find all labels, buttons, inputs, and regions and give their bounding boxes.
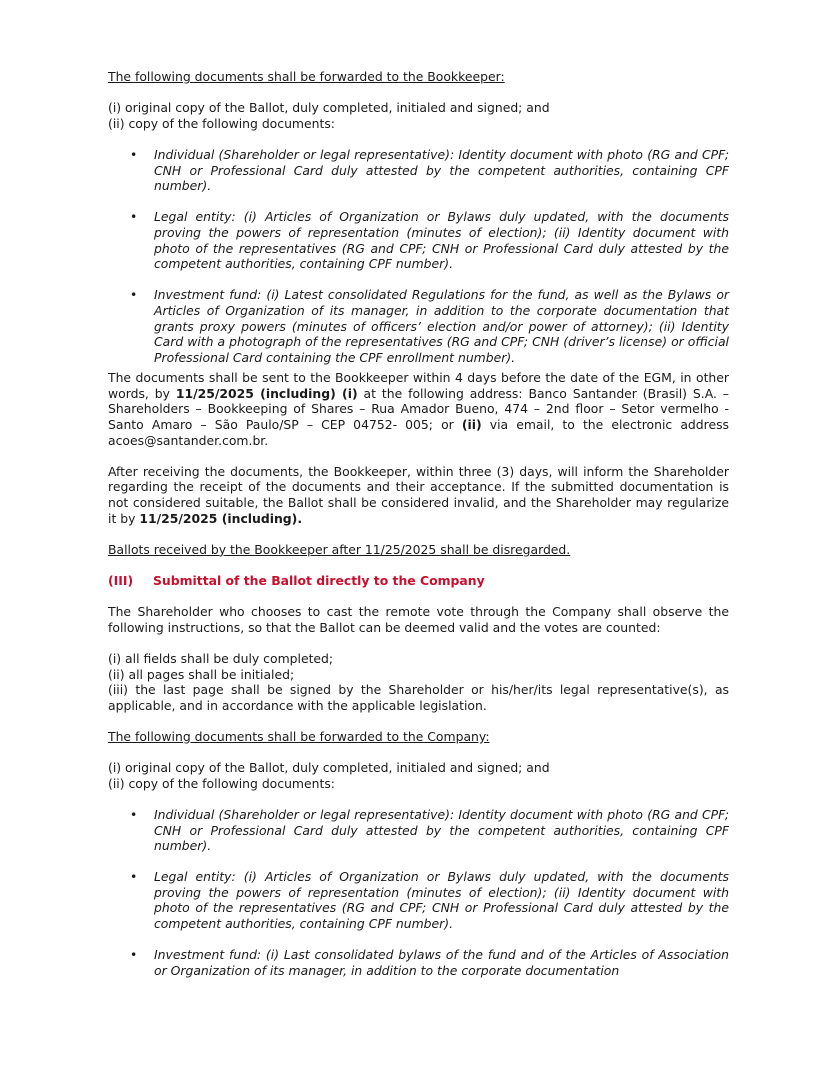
bookkeeper-docs-item-i: (i) original copy of the Ballot, duly completed, initialed and signed; and <box>108 100 550 116</box>
after-receiving-paragraph <box>108 464 729 526</box>
bookkeeper-docs-heading: The following documents shall be forwarded to the Bookkeeper: <box>108 69 505 84</box>
company-bullet-list <box>108 807 729 979</box>
instructions-list <box>108 651 729 713</box>
company-intro-paragraph: The Shareholder who chooses to cast the remote vote through the Company shall observe the following instructions, so that the Ballot can be deemed valid and the votes are counted: <box>108 604 729 635</box>
company-docs-item-i: (i) original copy of the Ballot, duly completed, initialed and signed; and <box>108 760 550 776</box>
send-text-2: at the following address: Banco Santander (Brasil) S.A. – Shareholders – Bookkeeping of Shares – Rua Amador Bueno, 474 – 2nd floor – Setor vermelho - Santo Amaro – São Paulo/SP – CEP 04752- 005; or <box>108 385 729 433</box>
company-docs-heading: The following documents shall be forwarded to the Company: <box>108 728 490 744</box>
bullet-individual: • Individual (Shareholder or legal representative): Identity document with photo (RG and CPF; CNH or Professional Card duly attested by the competent authorities, containing CPF number). <box>108 807 729 854</box>
after-text: After receiving the documents, the Bookkeeper, within three (3) days, will inform the Shareholder regarding the receipt of the documents and their acceptance. If the submitted documentation is not considered suitable, the Ballot shall be considered invalid, and the Shareholder may regularize it by <box>108 463 729 526</box>
bookkeeper-docs-list <box>108 100 729 131</box>
bullet-individual: • Individual (Shareholder or legal representative): Identity document with photo (RG and CPF; CNH or Professional Card duly attested by the competent authorities, containing CPF number). <box>108 147 729 194</box>
bookkeeper-docs-item-ii: (ii) copy of the following documents: <box>108 115 335 131</box>
section-number: (III) <box>108 573 134 588</box>
send-documents-paragraph <box>108 370 729 448</box>
disregarded-note: Ballots received by the Bookkeeper after 11/25/2025 shall be disregarded. <box>108 541 571 557</box>
instruction-ii: (ii) all pages shall be initialed; <box>108 666 295 682</box>
bookkeeper-bullet-list <box>108 147 729 365</box>
bullet-legal-entity: • Legal entity: (i) Articles of Organization or Bylaws duly updated, with the documents proving the powers of representation (minutes of election); (ii) Identity document with photo of the representatives (RG and CPF; CNH or Professional Card duly attested by the competent authorities, containing CPF number). <box>108 209 729 271</box>
deadline-date: 11/25/2025 (including) (i) <box>175 385 358 401</box>
bullet-legal-entity: • Legal entity: (i) Articles of Organization or Bylaws duly updated, with the documents proving the powers of representation (minutes of election); (ii) Identity document with photo of the representatives (RG and CPF; CNH or Professional Card duly attested by the competent authorities, containing CPF number). <box>108 869 729 931</box>
section-title: Submittal of the Ballot directly to the Company <box>153 573 485 588</box>
send-text-1: The documents shall be sent to the Bookkeeper within 4 days before the date of the EGM, in other words, by <box>108 370 729 401</box>
bullet-investment-fund: • Investment fund: (i) Last consolidated bylaws of the fund and of the Articles of Association or Organization of its manager, in addition to the corporate documentation <box>108 947 729 978</box>
instruction-iii: (iii) the last page shall be signed by the Shareholder or his/her/its legal representative(s), as applicable, and in accordance with the applicable legislation. <box>108 682 729 713</box>
bullet-investment-fund: • Investment fund: (i) Latest consolidated Regulations for the fund, as well as the Bylaws or Articles of Organization of its manager, in addition to the corporate documentation that grants proxy powers (minutes of officers’ election and/or power of attorney); (ii) Identity Card with a photograph of the representatives (RG and CPF; CNH (driver’s license) or official Professional Card containing the CPF enrollment number). <box>108 287 729 365</box>
section-heading <box>108 573 729 589</box>
company-docs-list <box>108 760 729 791</box>
company-docs-item-ii: (ii) copy of the following documents: <box>108 775 335 791</box>
send-text-3: via email, to the electronic address acoes@santander.com.br. <box>108 417 730 448</box>
instruction-i: (i) all fields shall be duly completed; <box>108 650 334 666</box>
option-ii-label: (ii) <box>461 417 482 433</box>
document-page <box>108 69 729 978</box>
regularize-date: 11/25/2025 (including). <box>139 510 303 526</box>
